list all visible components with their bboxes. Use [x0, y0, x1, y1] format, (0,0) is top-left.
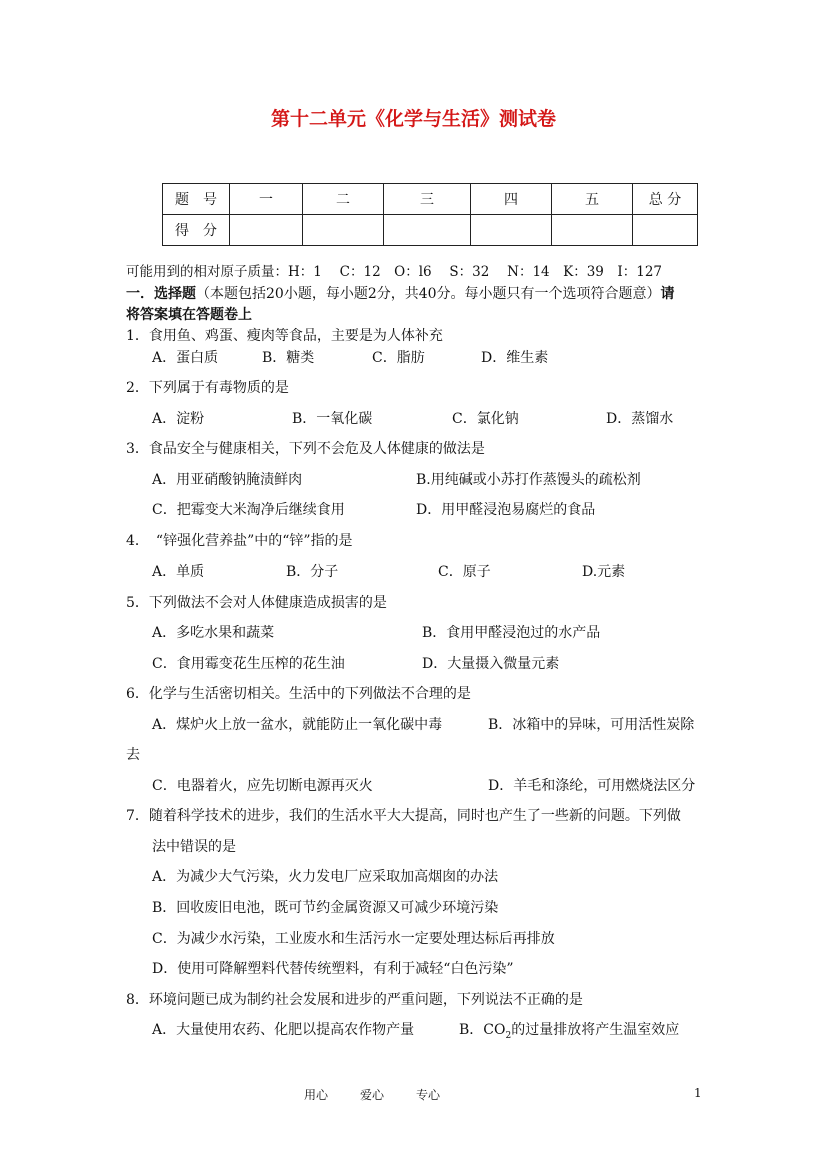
question-5-stem: 5．下列做法不会对人体健康造成损害的是	[126, 595, 387, 611]
question-4-option-b: B．分子	[286, 564, 339, 580]
section-1-instruction-cont: 将答案填在答题卷上	[126, 307, 252, 323]
question-5-option-d: D．大量摄入微量元素	[422, 656, 560, 672]
question-5-option-c: C．食用霉变花生压榨的花生油	[152, 656, 345, 672]
page-title: 第十二单元《化学与生活》测试卷	[270, 108, 556, 130]
score-cell	[471, 215, 552, 246]
question-8-option-b-subscript: 2	[505, 1030, 512, 1041]
score-table-header-row	[163, 184, 698, 215]
section-1-instruction: 请	[660, 286, 675, 302]
score-cell	[384, 215, 471, 246]
score-header-cell: 五	[552, 184, 633, 215]
question-4-option-a: A．单质	[152, 564, 205, 580]
question-3-option-d: D．用甲醛浸泡易腐烂的食品	[416, 502, 596, 518]
question-4-option-c: C．原子	[438, 564, 491, 580]
question-6-option-a: A．煤炉火上放一盆水，就能防止一氧化碳中毒	[152, 717, 443, 733]
question-8-stem: 8．环境问题已成为制约社会发展和进步的严重问题，下列说法不正确的是	[126, 992, 583, 1008]
score-cell	[303, 215, 384, 246]
question-1-stem: 1．食用鱼、鸡蛋、瘦肉等食品，主要是为人体补充	[126, 328, 443, 344]
score-cell	[230, 215, 303, 246]
atomic-masses-note: 可能用到的相对原子质量：H：1 C：12 O：l6 S：32 N：14 K：39 I：127	[126, 264, 662, 280]
score-header-cell: 总 分	[633, 184, 698, 215]
question-7-option-b: B．回收废旧电池，既可节约金属资源又可减少环境污染	[152, 900, 499, 916]
question-8-option-b	[459, 1019, 679, 1041]
section-1-title: 一．选择题	[126, 286, 196, 302]
question-2-stem: 2．下列属于有毒物质的是	[126, 380, 289, 396]
question-7-option-a: A．为减少大气污染，火力发电厂应采取加高烟囱的办法	[152, 869, 499, 885]
score-table-score-row	[163, 215, 698, 246]
question-2-option-c: C．氯化钠	[452, 411, 519, 427]
question-1-option-a: A．蛋白质	[152, 350, 219, 366]
footer-motto-3: 专心	[416, 1088, 441, 1102]
question-6-option-b-cont: 去	[126, 747, 140, 763]
question-5-option-b: B．食用甲醛浸泡过的水产品	[422, 625, 601, 641]
question-2-option-b: B．一氧化碳	[292, 411, 373, 427]
question-3-option-b: B.用纯碱或小苏打作蒸馒头的疏松剂	[416, 472, 641, 488]
question-7-option-c: C．为减少水污染，工业废水和生活污水一定要处理达标后再排放	[152, 931, 555, 947]
footer-motto-1: 用心	[304, 1088, 329, 1102]
question-3-option-a: A．用亚硝酸钠腌渍鲜肉	[152, 472, 303, 488]
question-3-stem: 3．食品安全与健康相关，下列不会危及人体健康的做法是	[126, 441, 485, 457]
question-2-option-a: A．淀粉	[152, 411, 205, 427]
question-6-option-d: D．羊毛和涤纶，可用燃烧法区分	[488, 778, 696, 794]
page-number: 1	[694, 1086, 702, 1100]
section-1-heading	[126, 283, 675, 303]
question-6-option-b: B．冰箱中的异味，可用活性炭除	[488, 717, 695, 733]
question-1-option-b: B．糖类	[262, 350, 315, 366]
question-7-option-d: D．使用可降解塑料代替传统塑料，有利于减轻“白色污染”	[152, 961, 514, 977]
score-header-cell: 四	[471, 184, 552, 215]
question-2-option-d: D．蒸馏水	[606, 411, 674, 427]
question-1-option-d: D．维生素	[481, 350, 549, 366]
question-8-option-b-suffix: 的过量排放将产生温室效应	[511, 1022, 680, 1038]
question-4-option-d: D.元素	[582, 564, 626, 580]
score-cell	[633, 215, 698, 246]
footer-motto-2: 爱心	[360, 1088, 385, 1102]
score-row-label: 得 分	[163, 215, 230, 246]
question-7-stem-cont: 法中错误的是	[152, 839, 236, 855]
score-header-cell: 一	[230, 184, 303, 215]
question-8-option-b-prefix: B．CO	[459, 1022, 506, 1038]
question-7-stem: 7．随着科学技术的进步，我们的生活水平大大提高，同时也产生了一些新的问题。下列做	[126, 808, 681, 824]
score-header-cell: 题 号	[163, 184, 230, 215]
score-header-cell: 三	[384, 184, 471, 215]
question-8-option-a: A．大量使用农药、化肥以提高农作物产量	[152, 1022, 415, 1038]
question-3-option-c: C．把霉变大米淘净后继续食用	[152, 502, 345, 518]
question-5-option-a: A．多吃水果和蔬菜	[152, 625, 275, 641]
score-cell	[552, 215, 633, 246]
question-6-option-c: C．电器着火，应先切断电源再灭火	[152, 778, 373, 794]
question-4-stem: 4． “锌强化营养盐”中的“锌”指的是	[126, 533, 353, 549]
question-1-option-c: C．脂肪	[372, 350, 425, 366]
score-table	[162, 183, 698, 246]
question-6-stem: 6．化学与生活密切相关。生活中的下列做法不合理的是	[126, 686, 471, 702]
section-1-description: （本题包括20小题，每小题2分，共40分。每小题只有一个选项符合题意）	[196, 286, 661, 302]
score-header-cell: 二	[303, 184, 384, 215]
